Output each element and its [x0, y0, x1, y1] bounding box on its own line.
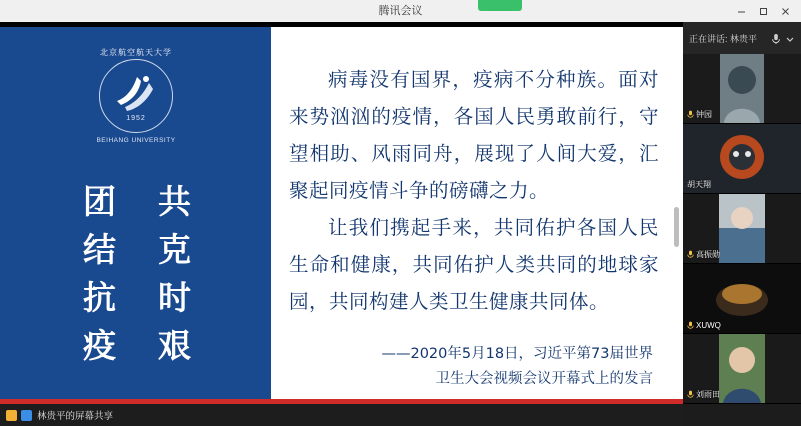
crest-name-en: BEIHANG UNIVERSITY	[96, 137, 176, 144]
attribution-line-2: 卫生大会视频会议开幕式上的发言	[435, 371, 653, 387]
participant-tile[interactable]	[683, 54, 801, 124]
screen-share-bar	[0, 404, 683, 426]
microphone-muted-icon	[687, 250, 694, 259]
slide-body-text	[289, 61, 659, 320]
attribution-line-1: ——2020年5月18日，习近平第73届世界	[381, 346, 653, 362]
slide-paragraph-2: 让我们携起手来，共同佑护各国人民生命和健康，共同佑护人类共同的地球家园，共同构建人类卫生健康共同体。	[289, 216, 659, 313]
slogan-grid	[62, 177, 212, 369]
share-screen-icon	[6, 410, 17, 421]
share-status-text: 林贵平的屏幕共享	[37, 411, 114, 422]
microphone-muted-icon	[687, 321, 694, 330]
microphone-muted-icon	[687, 110, 694, 119]
slide-right-panel	[271, 27, 683, 399]
minimize-button[interactable]	[735, 5, 747, 17]
participant-tile[interactable]	[683, 124, 801, 194]
active-speaker-label: 正在讲话: 林贵平	[689, 33, 758, 44]
active-speaker-bar	[683, 22, 801, 54]
microphone-icon	[771, 32, 781, 44]
window-title: 腾讯会议	[378, 5, 423, 17]
participant-name: 胡天翔	[687, 180, 711, 189]
participant-tile[interactable]	[683, 194, 801, 264]
microphone-muted-icon	[687, 390, 694, 399]
slide-paragraph-1: 病毒没有国界，疫病不分种族。面对来势汹汹的疫情，各国人民勇敢前行，守望相助、风雨同舟，展现了人间大爱，汇聚起同疫情斗争的磅礴之力。	[289, 68, 659, 202]
slogan-char: 结	[83, 229, 116, 269]
close-button[interactable]	[779, 5, 791, 17]
participant-name: XUWQ	[696, 321, 721, 330]
title-bar	[0, 0, 801, 23]
participant-name-row	[687, 109, 712, 120]
participant-name-row	[687, 249, 720, 260]
shared-screen-stage[interactable]	[0, 22, 683, 404]
user-badge-icon	[21, 410, 32, 421]
presentation-slide	[0, 27, 683, 399]
participant-name: 钟园	[696, 110, 712, 119]
slide-scrollbar[interactable]	[676, 27, 681, 399]
maximize-button[interactable]	[757, 5, 769, 17]
slogan-char: 共	[158, 181, 191, 221]
participant-name-row	[687, 321, 721, 330]
share-icons	[6, 410, 32, 421]
window-controls	[735, 0, 797, 22]
university-crest	[88, 45, 184, 165]
crest-bird-icon	[113, 71, 159, 115]
participant-name: 高振勋	[696, 250, 720, 259]
slide-attribution	[289, 342, 659, 392]
slogan-char: 克	[158, 229, 191, 269]
slogan-char: 疫	[83, 325, 116, 365]
slide-scrollbar-thumb[interactable]	[674, 207, 679, 247]
participant-tile[interactable]	[683, 334, 801, 404]
slide-left-panel	[0, 27, 271, 399]
slogan-char: 艰	[158, 325, 191, 365]
participant-tile[interactable]	[683, 264, 801, 334]
participant-rail	[683, 22, 801, 426]
participant-name: 刘雨田	[696, 390, 720, 399]
slogan-char: 团	[83, 181, 116, 221]
crest-year: 1952	[126, 115, 146, 122]
participant-name-row	[687, 389, 720, 400]
slogan-char: 时	[158, 277, 191, 317]
participant-name-row	[687, 179, 711, 190]
slogan-char: 抗	[83, 277, 116, 317]
chevron-down-icon[interactable]	[785, 32, 795, 44]
crest-name-cn: 北京航空航天大学	[100, 48, 172, 57]
